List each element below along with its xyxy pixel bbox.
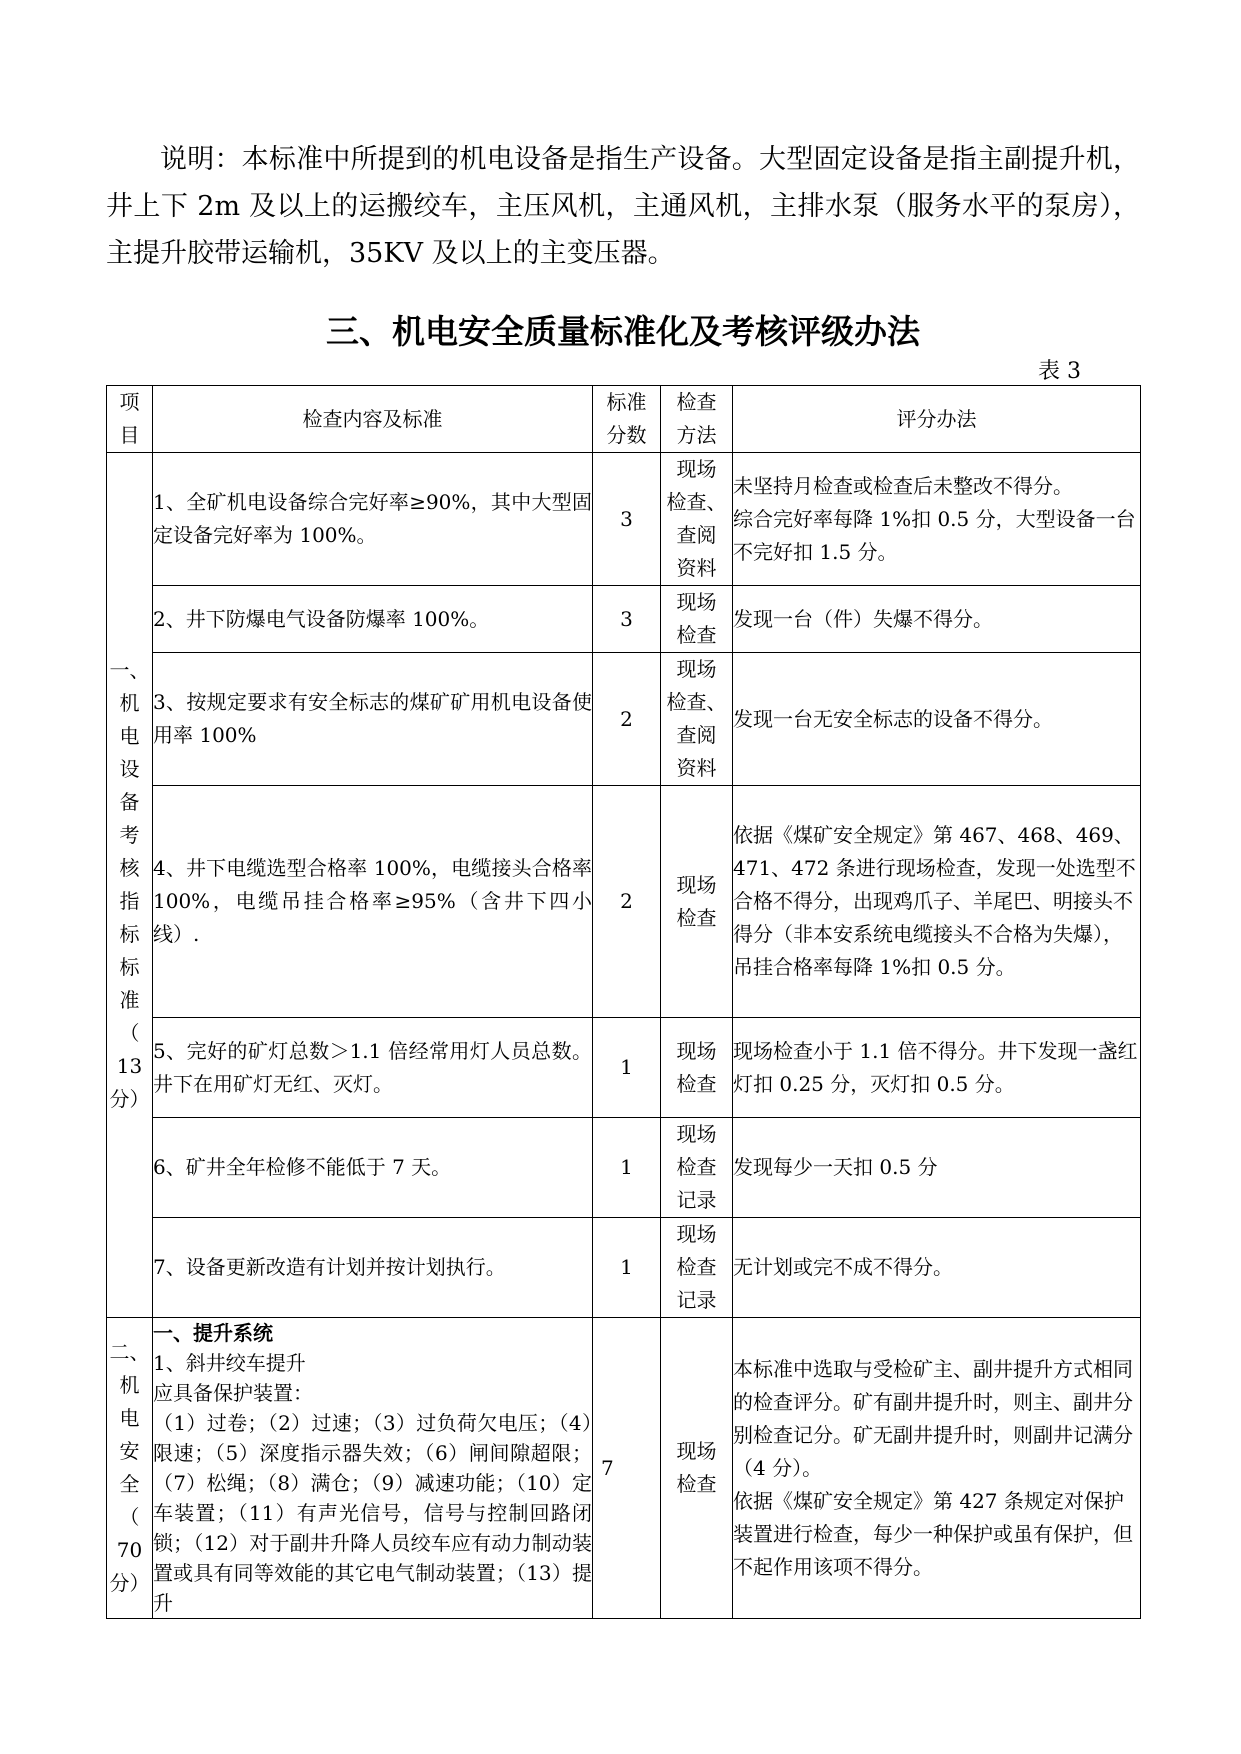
row-scoring	[733, 1018, 1141, 1118]
header-scoring: 评分办法	[733, 386, 1141, 453]
category-char: 13	[116, 1054, 143, 1078]
row-content	[153, 1318, 593, 1619]
method-line: 现场	[676, 1038, 717, 1063]
row-score: 1	[593, 1218, 661, 1318]
method-line: 资料	[676, 756, 717, 780]
category-char: 分）	[109, 1087, 150, 1111]
method-line: 记录	[676, 1188, 717, 1212]
method-line: 现场	[676, 1222, 717, 1246]
method-line: 检查	[676, 1255, 717, 1279]
method-line: 记录	[676, 1288, 717, 1312]
intro-paragraph: 说明：本标准中所提到的机电设备是指生产设备。大型固定设备是指主副提升机，井上下 2m 及以上的运搬绞车，主压风机，主通风机，主排水泵（服务水平的泵房），主提升胶带运输机，35KV 及以上的主变压器。	[106, 144, 1140, 269]
header-method-line: 检查	[676, 390, 717, 414]
header-method-line: 方法	[676, 423, 717, 447]
section2-category	[107, 1318, 153, 1619]
row-method	[661, 1018, 733, 1118]
method-line: 现场	[676, 872, 717, 897]
section1-category	[107, 453, 153, 1318]
header-content: 检查内容及标准	[153, 386, 593, 453]
scoring-line: 发现每少一天扣 0.5 分	[733, 1155, 938, 1179]
table-header-row	[107, 386, 1141, 453]
category-char: 电	[119, 724, 140, 748]
row-method	[661, 653, 733, 786]
category-char: 标	[119, 955, 140, 979]
row-content: 1、全矿机电设备综合完好率≥90%，其中大型固定设备完好率为 100%。	[153, 453, 593, 586]
header-score-line: 标准	[606, 390, 647, 414]
method-line: 查阅	[676, 723, 717, 747]
row-content: 5、完好的矿灯总数＞1.1 倍经常用灯人员总数。井下在用矿灯无红、灭灯。	[153, 1018, 593, 1118]
row-score: 2	[593, 786, 661, 1018]
category-char: 核	[119, 856, 140, 880]
table-row	[107, 1218, 1141, 1318]
row-score: 1	[593, 1118, 661, 1218]
row-method	[661, 586, 733, 653]
method-line: 检查	[676, 1472, 717, 1496]
method-line: 检查	[676, 1155, 717, 1179]
method-line: 现场	[676, 457, 717, 481]
method-line: 检查、	[666, 490, 727, 514]
method-line: 现场	[676, 1439, 717, 1463]
row-scoring	[733, 1318, 1141, 1619]
category-char: 分）	[109, 1571, 150, 1595]
scoring-line: 未坚持月检查或检查后未整改不得分。	[733, 473, 1073, 498]
section-lead: 应具备保护装置：	[153, 1381, 313, 1405]
row-score: 3	[593, 586, 661, 653]
table-row	[107, 1118, 1141, 1218]
row-method	[661, 1318, 733, 1619]
category-char: （	[119, 1021, 140, 1045]
scoring-line: 发现一台（件）失爆不得分。	[733, 606, 993, 631]
method-line: 检查	[676, 905, 717, 930]
row-scoring	[733, 586, 1141, 653]
scoring-line: 无计划或完不成不得分。	[733, 1255, 953, 1279]
row-content: 2、井下防爆电气设备防爆率 100%。	[153, 586, 593, 653]
row-content: 4、井下电缆选型合格率 100%，电缆接头合格率 100%，电缆吊挂合格率≥95%（含井下四小线）.	[153, 786, 593, 1018]
row-scoring	[733, 1218, 1141, 1318]
method-line: 现场	[676, 1122, 717, 1146]
header-item-line: 项	[119, 390, 140, 414]
table-row	[107, 1318, 1141, 1619]
category-char: 标	[119, 922, 140, 946]
row-method	[661, 1218, 733, 1318]
header-item	[107, 386, 153, 453]
table-row	[107, 653, 1141, 786]
method-line: 现场	[676, 590, 717, 614]
section-body: （1）过卷；（2）过速；（3）过负荷欠电压；（4）限速；（5）深度指示器失效；（6）闸间隙超限；（7）松绳；（8）满仓；（9）减速功能；（10）定车装置；（11）有声光信号，信号与控制回路闭锁；（12）对于副井升降人员绞车应有动力制动装置或具有同等效能的其它电气制动装置；（13）提升	[153, 1411, 592, 1615]
header-score	[593, 386, 661, 453]
row-score: 1	[593, 1018, 661, 1118]
table-row	[107, 586, 1141, 653]
header-method	[661, 386, 733, 453]
category-char: 安	[119, 1439, 140, 1463]
method-line: 查阅	[676, 523, 717, 547]
category-char: 机	[119, 691, 140, 715]
scoring-line: 发现一台无安全标志的设备不得分。	[733, 706, 1053, 731]
table-row	[107, 453, 1141, 586]
page-title: 三、机电安全质量标准化及考核评级办法	[326, 312, 920, 351]
row-score: 7	[593, 1318, 661, 1619]
scoring-line: 依据《煤矿安全规定》第 467、468、469、471、472 条进行现场检查，发现一处选型不合格不得分，出现鸡爪子、羊尾巴、明接头不得分（非本安系统电缆接头不合格为失爆），吊挂合格率每降 1%扣 0.5 分。	[733, 823, 1136, 979]
row-score: 3	[593, 453, 661, 586]
method-line: 检查	[676, 1071, 717, 1096]
method-line: 检查	[676, 623, 717, 647]
row-scoring	[733, 653, 1141, 786]
section-subheading: 1、斜井绞车提升	[153, 1351, 306, 1375]
category-char: 全	[119, 1472, 140, 1496]
category-char: 二、	[109, 1340, 150, 1364]
row-method	[661, 453, 733, 586]
category-char: 备	[119, 790, 140, 814]
row-scoring	[733, 786, 1141, 1018]
row-score: 2	[593, 653, 661, 786]
header-item-line: 目	[119, 423, 140, 447]
table-row	[107, 786, 1141, 1018]
row-method	[661, 1118, 733, 1218]
header-score-line: 分数	[606, 423, 647, 447]
method-line: 检查、	[666, 690, 727, 714]
category-char: 指	[119, 889, 140, 913]
scoring-line: 本标准中选取与受检矿主、副井提升方式相同的检查评分。矿有副井提升时，则主、副井分别检查记分。矿无副井提升时，则副井记满分（4 分）。	[733, 1356, 1133, 1480]
row-method	[661, 786, 733, 1018]
method-line: 资料	[676, 556, 717, 580]
row-content: 7、设备更新改造有计划并按计划执行。	[153, 1218, 593, 1318]
category-char: 电	[119, 1406, 140, 1430]
category-char: （	[119, 1505, 140, 1529]
category-char: 准	[119, 988, 140, 1012]
row-scoring	[733, 1118, 1141, 1218]
scoring-line: 现场检查小于 1.1 倍不得分。井下发现一盏红灯扣 0.25 分，灭灯扣 0.5 分。	[733, 1038, 1138, 1096]
row-content: 6、矿井全年检修不能低于 7 天。	[153, 1118, 593, 1218]
category-char: 机	[119, 1373, 140, 1397]
method-line: 现场	[676, 657, 717, 681]
row-content: 3、按规定要求有安全标志的煤矿矿用机电设备使用率 100%	[153, 653, 593, 786]
row-scoring	[733, 453, 1141, 586]
table-row	[107, 1018, 1141, 1118]
standards-table	[106, 385, 1141, 1619]
section-heading: 一、提升系统	[153, 1321, 273, 1345]
scoring-line: 依据《煤矿安全规定》第 427 条规定对保护装置进行检查，每少一种保护或虽有保护，但不起作用该项不得分。	[733, 1488, 1133, 1579]
category-char: 一、	[109, 658, 150, 682]
table-label: 表 3	[1038, 359, 1081, 384]
category-char: 70	[116, 1538, 143, 1562]
category-char: 考	[119, 823, 140, 847]
scoring-line: 综合完好率每降 1%扣 0.5 分，大型设备一台不完好扣 1.5 分。	[733, 506, 1136, 564]
category-char: 设	[119, 757, 140, 781]
